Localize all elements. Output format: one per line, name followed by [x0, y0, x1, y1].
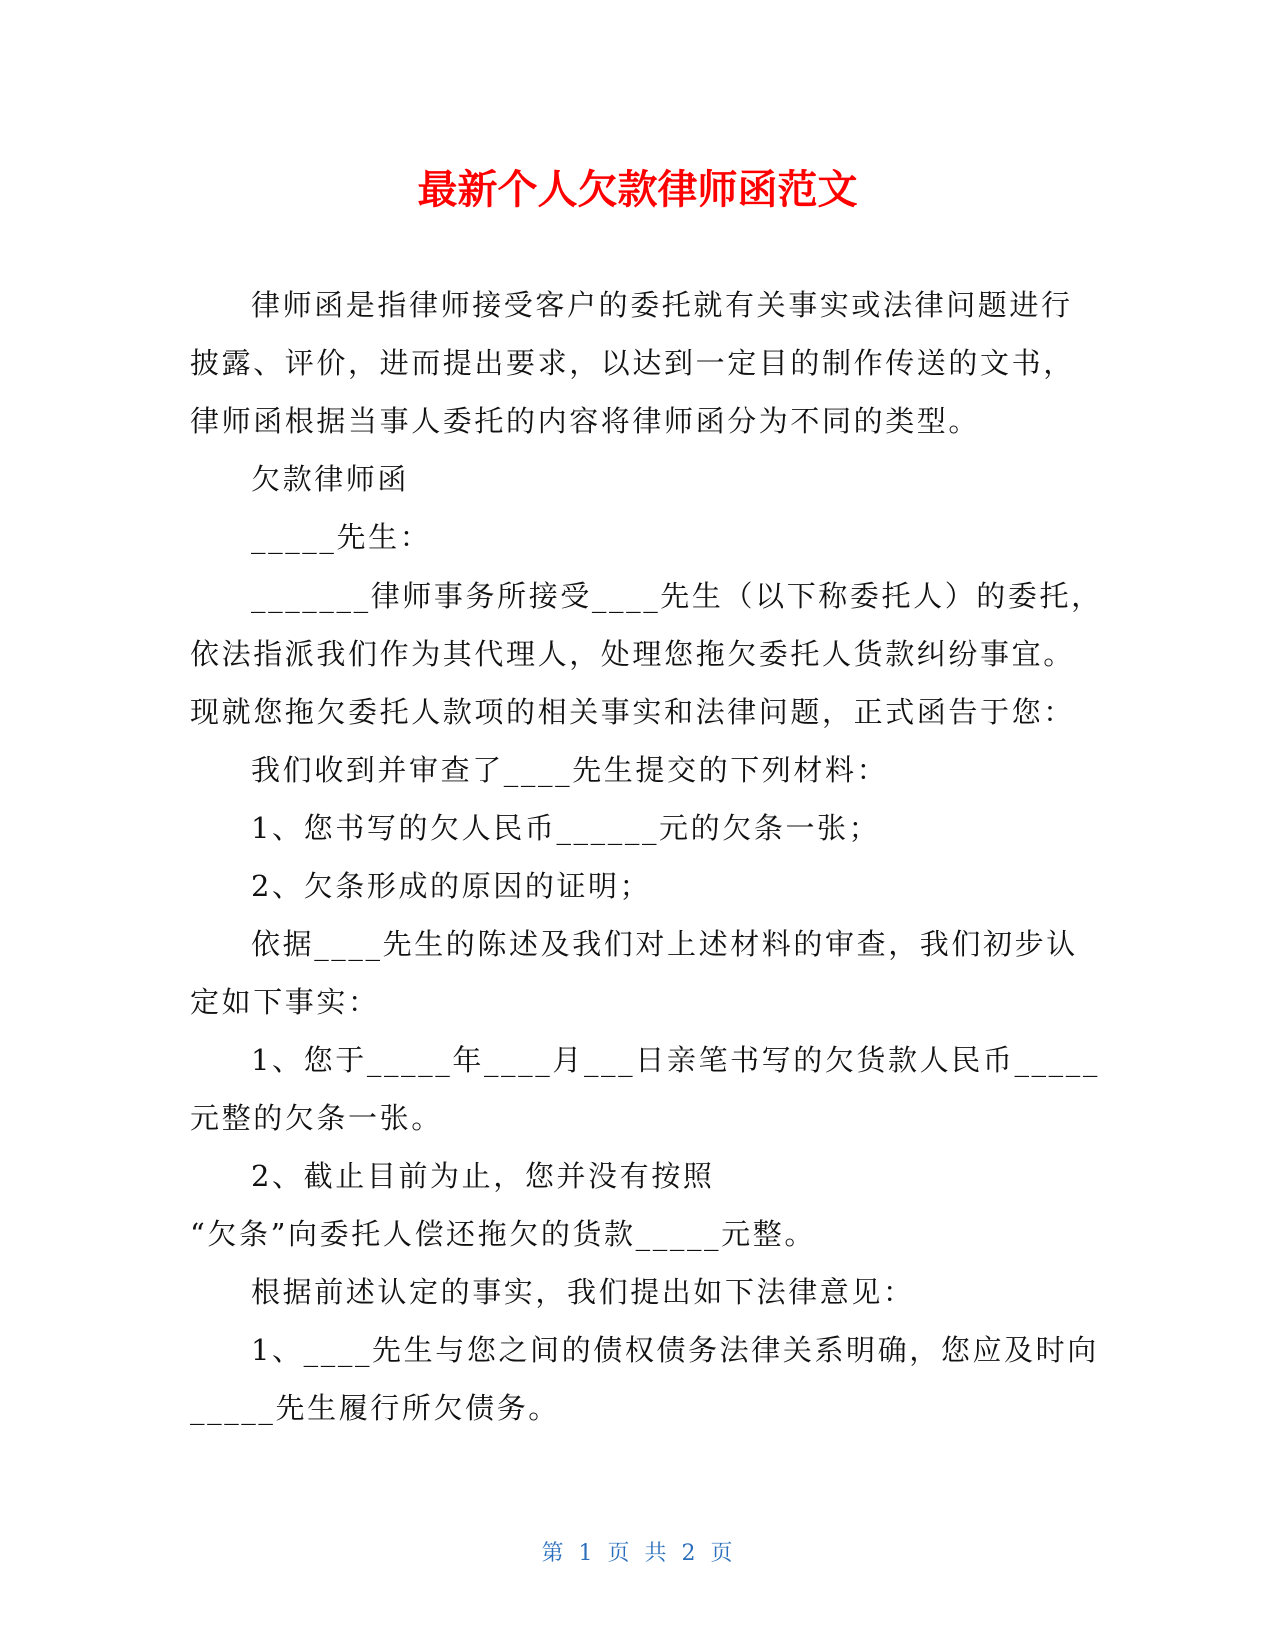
list-item: 1、您于_____年____月___日亲笔书写的欠货款人民币_____	[251, 1043, 1100, 1077]
list-item: 1、____先生与您之间的债权债务法律关系明确，您应及时向	[251, 1333, 1099, 1367]
body-line: 依法指派我们作为其代理人，处理您拖欠委托人货款纠纷事宜。	[190, 637, 1075, 671]
body-line: “欠条”向委托人偿还拖欠的货款_____元整。	[190, 1217, 816, 1251]
list-item: 1、您书写的欠人民币______元的欠条一张；	[251, 811, 881, 845]
body-line: 元整的欠条一张。	[190, 1101, 443, 1135]
body-line: 我们收到并审查了____先生提交的下列材料：	[251, 753, 889, 787]
list-item: 2、欠条形成的原因的证明；	[251, 869, 652, 903]
body-line: 定如下事实：	[190, 985, 380, 1019]
body-line: _______律师事务所接受____先生（以下称委托人）的委托，	[251, 579, 1103, 613]
body-line: 律师函根据当事人委托的内容将律师函分为不同的类型。	[190, 404, 981, 438]
body-line: 现就您拖欠委托人款项的相关事实和法律问题，正式函告于您：	[190, 695, 1075, 729]
list-item: 2、截止目前为止，您并没有按照	[251, 1159, 715, 1193]
salutation: _____先生：	[251, 520, 432, 554]
body-line: 根据前述认定的事实，我们提出如下法律意见：	[251, 1275, 915, 1309]
body-line: 律师函是指律师接受客户的委托就有关事实或法律问题进行	[251, 288, 1073, 322]
page-number: 第 1 页 共 2 页	[541, 1541, 734, 1566]
body-line: 依据____先生的陈述及我们对上述材料的审查，我们初步认	[251, 927, 1078, 961]
body-line: 披露、评价，进而提出要求，以达到一定目的制作传送的文书，	[190, 346, 1075, 380]
body-line: _____先生履行所欠债务。	[190, 1391, 560, 1425]
section-heading: 欠款律师函	[251, 462, 410, 496]
document-title: 最新个人欠款律师函范文	[417, 167, 858, 213]
